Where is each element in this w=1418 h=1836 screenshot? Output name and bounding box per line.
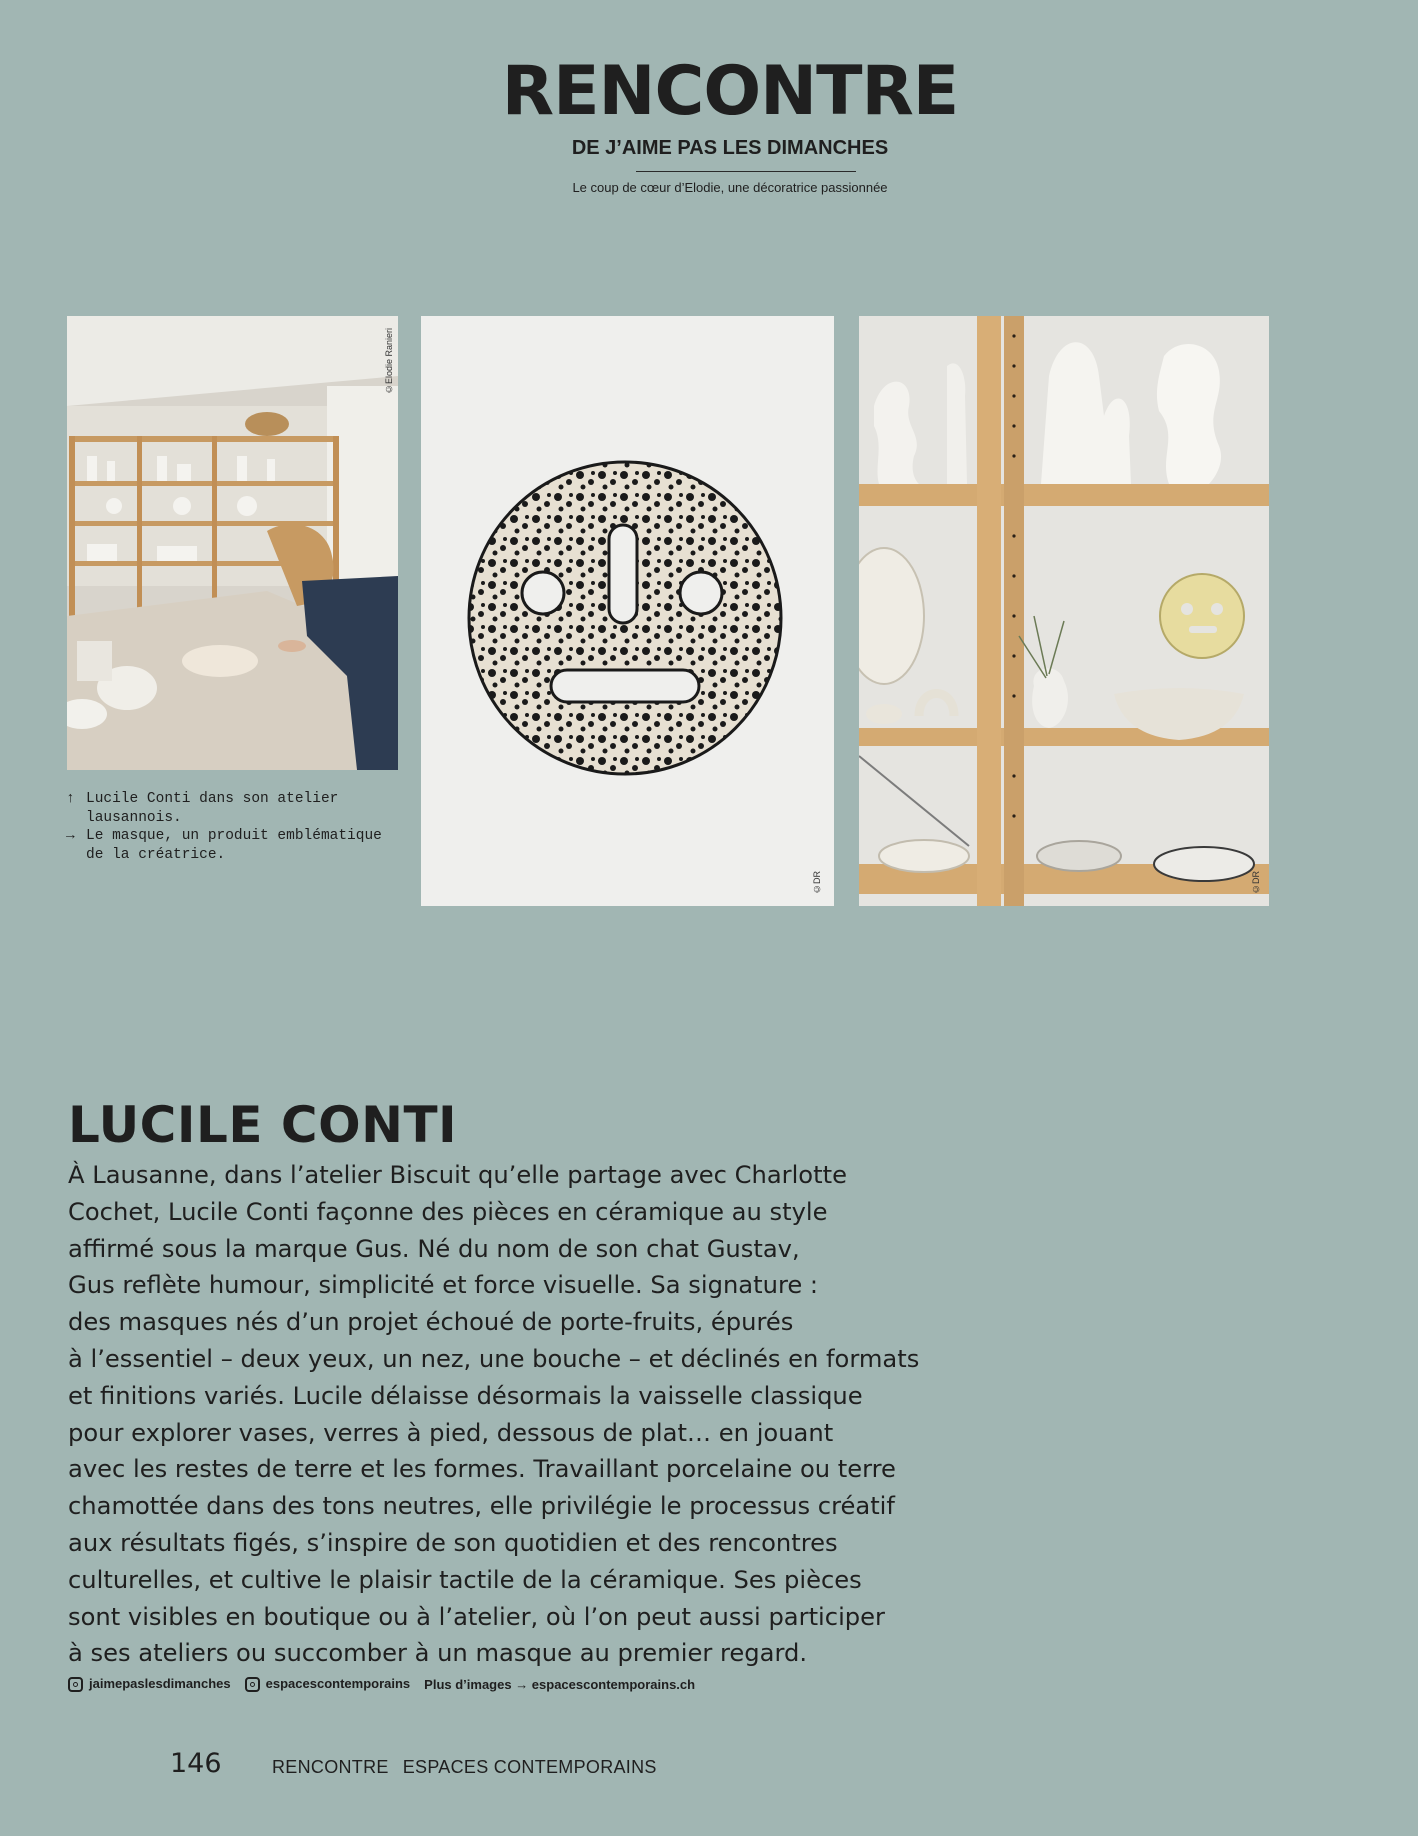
caption-item xyxy=(66,827,386,864)
body-line: Cochet, Lucile Conti façonne des pièces en céramique au style xyxy=(68,1197,828,1226)
mask-illustration xyxy=(421,316,834,906)
page-number: 146 xyxy=(170,1748,222,1779)
instagram-handle: espacescontemporains xyxy=(265,1676,411,1691)
atelier-illustration xyxy=(67,316,398,770)
body-line: chamottée dans des tons neutres, elle privilégie le processus créatif xyxy=(68,1492,895,1521)
caption-text: Le masque, un produit emblématique de la créatrice. xyxy=(86,828,382,863)
column-tagline: Le coup de cœur d’Elodie, une décoratrice passionnée xyxy=(572,180,888,195)
photo-credit-shelf: ©DR xyxy=(1251,871,1261,894)
instagram-handle: jaimepaslesdimanches xyxy=(89,1676,231,1691)
body-line: à ses ateliers ou succomber à un masque au premier regard. xyxy=(68,1639,808,1668)
photo-credit-mask: ©DR xyxy=(812,871,822,894)
article-body xyxy=(68,1157,968,1672)
body-line: À Lausanne, dans l’atelier Biscuit qu’elle partage avec Charlotte xyxy=(68,1161,847,1189)
caption-item xyxy=(66,790,386,827)
body-line: avec les restes de terre et les formes. Travaillant porcelaine ou terre xyxy=(68,1455,896,1484)
more-images-link[interactable]: Plus d’images → espacescontemporains.ch xyxy=(424,1676,696,1692)
body-line: des masques nés d’un projet échoué de porte-fruits, épurés xyxy=(68,1308,794,1337)
caption-text: Lucile Conti dans son atelier lausannois. xyxy=(86,791,339,826)
body-line: culturelles, et cultive le plaisir tactile de la céramique. Ses pièces xyxy=(68,1565,862,1594)
artist-name: LUCILE CONTI xyxy=(68,1096,458,1154)
column-subtitle: DE J’AIME PAS LES DIMANCHES xyxy=(571,137,889,159)
body-line: sont visibles en boutique ou à l’atelier, où l’on peut aussi participer xyxy=(68,1602,885,1631)
instagram-link-espacescontemporains[interactable] xyxy=(245,1676,411,1692)
instagram-icon xyxy=(245,1677,260,1692)
social-links xyxy=(68,1676,695,1692)
photo-captions xyxy=(66,790,386,864)
instagram-link-jaimepaslesdimanches[interactable] xyxy=(68,1676,231,1692)
body-line: aux résultats figés, s’inspire de son quotidien et des rencontres xyxy=(68,1528,838,1557)
header-divider xyxy=(636,171,856,172)
running-footer xyxy=(272,1757,657,1778)
body-line: Gus reflète humour, simplicité et force visuelle. Sa signature : xyxy=(68,1271,819,1300)
photo-credit-atelier: ©Elodie Ranieri xyxy=(384,328,394,395)
section-kicker: RENCONTRE xyxy=(501,52,959,131)
body-line: pour explorer vases, verres à pied, dessous de plat… en jouant xyxy=(68,1418,834,1447)
footer-section: RENCONTRE xyxy=(272,1757,389,1777)
instagram-icon xyxy=(68,1677,83,1692)
body-line: à l’essentiel – deux yeux, un nez, une bouche – et déclinés en formats xyxy=(68,1344,920,1373)
photo-atelier xyxy=(67,316,398,770)
body-line: affirmé sous la marque Gus. Né du nom de son chat Gustav, xyxy=(68,1234,800,1263)
photo-mask xyxy=(421,316,834,906)
footer-magazine: ESPACES CONTEMPORAINS xyxy=(402,1757,657,1777)
photo-shelf xyxy=(859,316,1269,906)
body-line: et finitions variés. Lucile délaisse désormais la vaisselle classique xyxy=(68,1381,863,1410)
arrow-up-icon: ↑ xyxy=(66,791,75,807)
arrow-right-icon: → xyxy=(66,828,75,844)
shelf-illustration xyxy=(859,316,1269,906)
